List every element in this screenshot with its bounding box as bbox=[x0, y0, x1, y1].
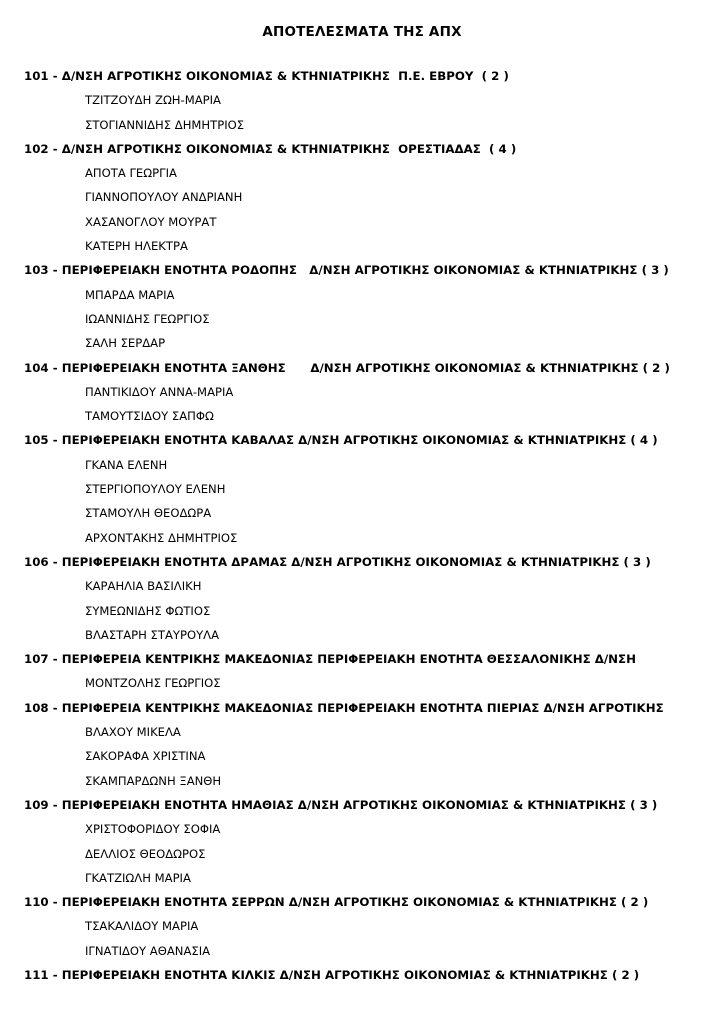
section-heading: 110 - ΠΕΡΙΦΕΡΕΙΑΚΗ ΕΝΟΤΗΤΑ ΣΕΡΡΩΝ Δ/ΝΣΗ ΑΓΡΟΤΙΚΗΣ ΟΙΚΟΝΟΜΙΑΣ & ΚΤΗΝΙΑΤΡΙΚΗΣ ( 2 ) bbox=[24, 895, 649, 910]
section-heading: 109 - ΠΕΡΙΦΕΡΕΙΑΚΗ ΕΝΟΤΗΤΑ ΗΜΑΘΙΑΣ Δ/ΝΣΗ ΑΓΡΟΤΙΚΗΣ ΟΙΚΟΝΟΜΙΑΣ & ΚΤΗΝΙΑΤΡΙΚΗΣ ( 3 ) bbox=[24, 797, 658, 812]
section-heading: 108 - ΠΕΡΙΦΕΡΕΙΑ ΚΕΝΤΡΙΚΗΣ ΜΑΚΕΔΟΝΙΑΣ ΠΕΡΙΦΕΡΕΙΑΚΗ ΕΝΟΤΗΤΑ ΠΙΕΡΙΑΣ Δ/ΝΣΗ ΑΓΡΟΤΙΚΗΣ bbox=[24, 700, 664, 715]
result-section bbox=[0, 890, 724, 963]
candidate-name: ΣΚΑΜΠΑΡΔΩΝΗ ΞΑΝΘΗ bbox=[85, 773, 222, 788]
candidate-name: ΚΑΡΑΗΛΙΑ ΒΑΣΙΛΙΚΗ bbox=[85, 579, 202, 594]
candidate-name: ΜΠΑΡΔΑ ΜΑΡΙΑ bbox=[85, 287, 175, 302]
section-heading: 104 - ΠΕΡΙΦΕΡΕΙΑΚΗ ΕΝΟΤΗΤΑ ΞΑΝΘΗΣ Δ/ΝΣΗ ΑΓΡΟΤΙΚΗΣ ΟΙΚΟΝΟΜΙΑΣ & ΚΤΗΝΙΑΤΡΙΚΗΣ ( 2 ) bbox=[24, 360, 670, 375]
document-title: ΑΠΟΤΕΛΕΣΜΑΤΑ ΤΗΣ ΑΠΧ bbox=[262, 24, 462, 40]
section-heading: 101 - Δ/ΝΣΗ ΑΓΡΟΤΙΚΗΣ ΟΙΚΟΝΟΜΙΑΣ & ΚΤΗΝΙΑΤΡΙΚΗΣ Π.Ε. ΕΒΡΟΥ ( 2 ) bbox=[24, 69, 509, 83]
candidate-name: ΣΤΑΜΟΥΛΗ ΘΕΟΔΩΡΑ bbox=[85, 506, 212, 521]
candidate-name: ΙΓΝΑΤΙΔΟΥ ΑΘΑΝΑΣΙΑ bbox=[85, 943, 211, 958]
candidate-name: ΓΚΑΤΖΙΩΛΗ ΜΑΡΙΑ bbox=[85, 870, 191, 885]
candidate-name: ΚΑΤΕΡΗ ΗΛΕΚΤΡΑ bbox=[85, 239, 188, 254]
candidate-name: ΑΡΧΟΝΤΑΚΗΣ ΔΗΜΗΤΡΙΟΣ bbox=[85, 530, 238, 545]
candidate-name: ΧΡΙΣΤΟΦΟΡΙΔΟΥ ΣΟΦΙΑ bbox=[85, 822, 221, 837]
candidate-name: ΣΑΚΟΡΑΦΑ ΧΡΙΣΤΙΝΑ bbox=[85, 749, 206, 764]
section-heading: 106 - ΠΕΡΙΦΕΡΕΙΑΚΗ ΕΝΟΤΗΤΑ ΔΡΑΜΑΣ Δ/ΝΣΗ ΑΓΡΟΤΙΚΗΣ ΟΙΚΟΝΟΜΙΑΣ & ΚΤΗΝΙΑΤΡΙΚΗΣ ( 3 ) bbox=[24, 554, 651, 569]
section-heading: 111 - ΠΕΡΙΦΕΡΕΙΑΚΗ ΕΝΟΤΗΤΑ ΚΙΛΚΙΣ Δ/ΝΣΗ ΑΓΡΟΤΙΚΗΣ ΟΙΚΟΝΟΜΙΑΣ & ΚΤΗΝΙΑΤΡΙΚΗΣ ( 2 ) bbox=[24, 967, 640, 982]
result-section bbox=[0, 356, 724, 429]
candidate-name: ΙΩΑΝΝΙΔΗΣ ΓΕΩΡΓΙΟΣ bbox=[85, 311, 210, 326]
section-heading: 103 - ΠΕΡΙΦΕΡΕΙΑΚΗ ΕΝΟΤΗΤΑ ΡΟΔΟΠΗΣ Δ/ΝΣΗ ΑΓΡΟΤΙΚΗΣ ΟΙΚΟΝΟΜΙΑΣ & ΚΤΗΝΙΑΤΡΙΚΗΣ ( 3 ) bbox=[24, 263, 669, 278]
candidate-name: ΧΑΣΑΝΟΓΛΟΥ ΜΟΥΡΑΤ bbox=[85, 214, 217, 229]
results-list bbox=[0, 64, 724, 987]
candidate-name: ΣΑΛΗ ΣΕΡΔΑΡ bbox=[85, 336, 166, 351]
section-heading: 105 - ΠΕΡΙΦΕΡΕΙΑΚΗ ΕΝΟΤΗΤΑ ΚΑΒΑΛΑΣ Δ/ΝΣΗ ΑΓΡΟΤΙΚΗΣ ΟΙΚΟΝΟΜΙΑΣ & ΚΤΗΝΙΑΤΡΙΚΗΣ ( 4 ) bbox=[24, 433, 658, 448]
candidate-name: ΤΑΜΟΥΤΣΙΔΟΥ ΣΑΠΦΩ bbox=[85, 409, 214, 424]
result-section bbox=[0, 258, 724, 355]
candidate-name: ΣΤΕΡΓΙΟΠΟΥΛΟΥ ΕΛΕΝΗ bbox=[85, 482, 226, 497]
candidate-name: ΓΚΑΝΑ ΕΛΕΝΗ bbox=[85, 457, 168, 472]
result-section bbox=[0, 793, 724, 890]
result-section bbox=[0, 647, 724, 696]
candidate-name: ΒΛΑΧΟΥ ΜΙΚΕΛΑ bbox=[85, 725, 181, 740]
result-section bbox=[0, 696, 724, 793]
candidate-name: ΔΕΛΛΙΟΣ ΘΕΟΔΩΡΟΣ bbox=[85, 846, 206, 861]
candidate-name: ΓΙΑΝΝΟΠΟΥΛΟΥ ΑΝΔΡΙΑΝΗ bbox=[85, 190, 243, 205]
section-heading: 102 - Δ/ΝΣΗ ΑΓΡΟΤΙΚΗΣ ΟΙΚΟΝΟΜΙΑΣ & ΚΤΗΝΙΑΤΡΙΚΗΣ ΟΡΕΣΤΙΑΔΑΣ ( 4 ) bbox=[24, 141, 517, 156]
candidate-name: ΤΣΑΚΑΛΙΔΟΥ ΜΑΡΙΑ bbox=[85, 919, 199, 934]
candidate-name: ΣΤΟΓΙΑΝΝΙΔΗΣ ΔΗΜΗΤΡΙΟΣ bbox=[85, 117, 245, 132]
result-section bbox=[0, 550, 724, 647]
candidate-name: ΜΟΝΤΖΟΛΗΣ ΓΕΩΡΓΙΟΣ bbox=[85, 676, 221, 691]
candidate-name: ΣΥΜΕΩΝΙΔΗΣ ΦΩΤΙΟΣ bbox=[85, 603, 211, 618]
candidate-name: ΠΑΝΤΙΚΙΔΟΥ ΑΝΝΑ-ΜΑΡΙΑ bbox=[85, 384, 234, 399]
result-section bbox=[0, 428, 724, 549]
result-section bbox=[0, 64, 724, 137]
result-section bbox=[0, 137, 724, 258]
candidate-name: ΑΠΟΤΑ ΓΕΩΡΓΙΑ bbox=[85, 166, 177, 181]
candidate-name: ΤΖΙΤΖΟΥΔΗ ΖΩΗ-ΜΑΡΙΑ bbox=[85, 93, 221, 108]
candidate-name: ΒΛΑΣΤΑΡΗ ΣΤΑΥΡΟΥΛΑ bbox=[85, 627, 220, 642]
result-section bbox=[0, 963, 724, 987]
section-heading: 107 - ΠΕΡΙΦΕΡΕΙΑ ΚΕΝΤΡΙΚΗΣ ΜΑΚΕΔΟΝΙΑΣ ΠΕΡΙΦΕΡΕΙΑΚΗ ΕΝΟΤΗΤΑ ΘΕΣΣΑΛΟΝΙΚΗΣ Δ/ΝΣΗ bbox=[24, 652, 636, 667]
